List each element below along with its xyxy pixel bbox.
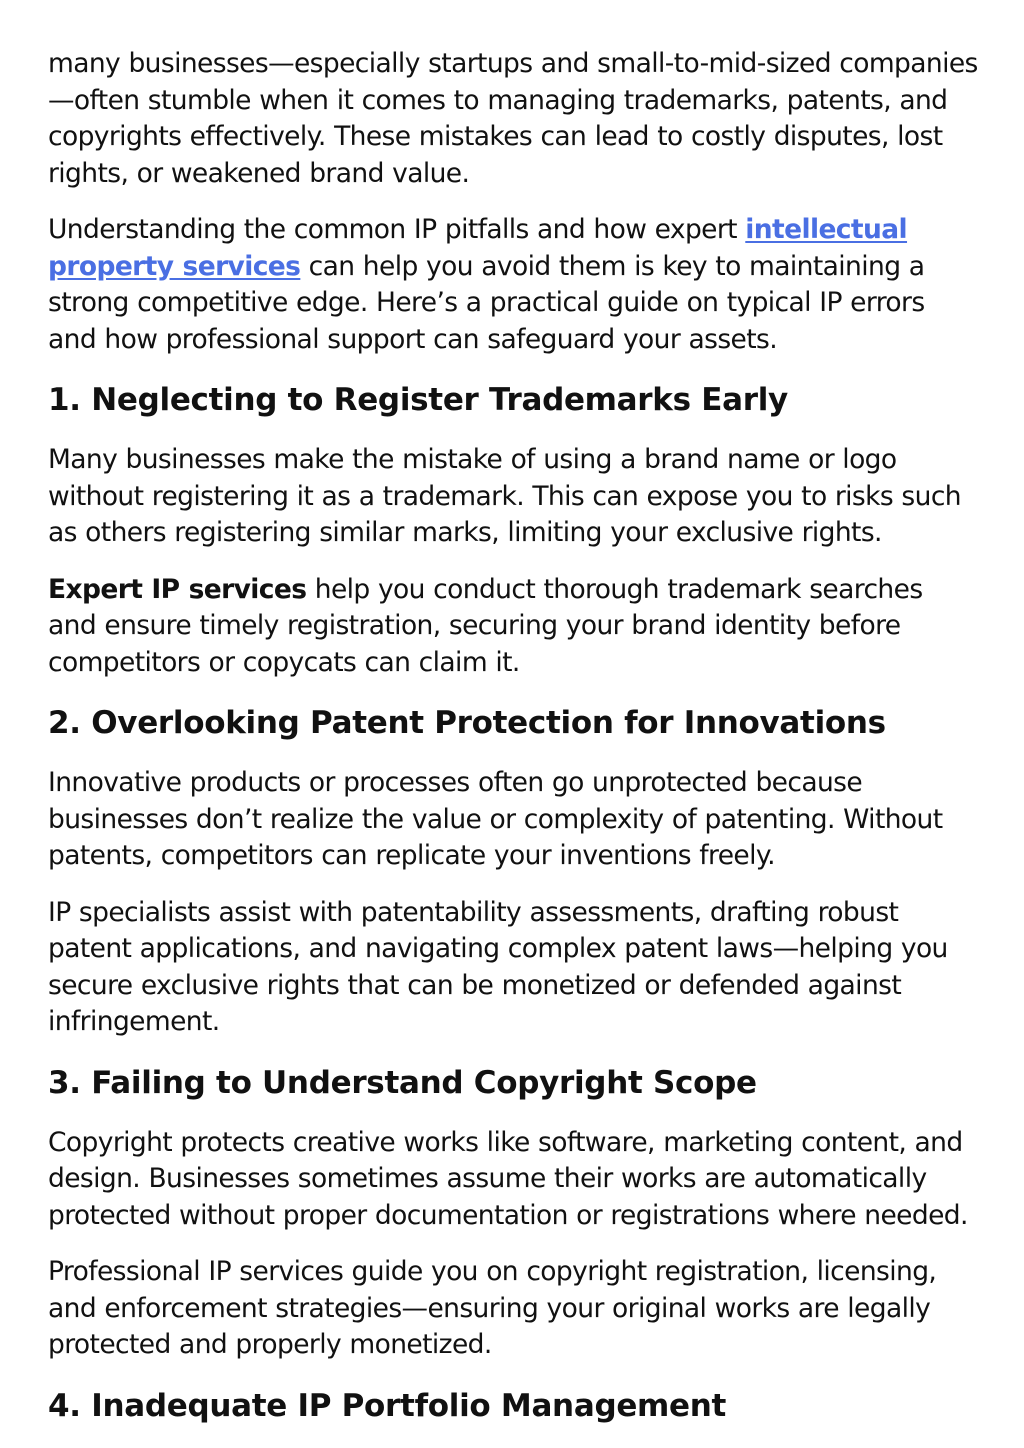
section-heading-copyright: 3. Failing to Understand Copyright Scope — [48, 1064, 757, 1101]
intro-text-before-link: Understanding the common IP pitfalls and how expert — [48, 214, 746, 245]
copyright-paragraph-2: Professional IP services guide you on copyright registration, licensing, and enforcement strategies—ensuring your original works are legally protected and properly monetized. — [48, 1256, 937, 1360]
trademarks-paragraph-2 — [48, 572, 978, 682]
section-heading-trademarks: 1. Neglecting to Register Trademarks Early — [48, 382, 788, 418]
trademarks-paragraph-2-rest: help you conduct thorough trademark searches and ensure timely registration, securing your brand identity before competitors or copycats can claim it. — [48, 573, 923, 678]
patents-paragraph-1: Innovative products or processes often go unprotected because businesses don’t realize the value or complexity of patenting. Without patents, competitors can replicate your inventions freely. — [48, 767, 943, 871]
intellectual-property-services-link[interactable]: intellectual property services — [48, 214, 908, 282]
document-page — [48, 46, 978, 1448]
intro-text-after-link: can help you avoid them is key to maintaining a strong competitive edge. Here’s a practical guide on typical IP errors and how professional support can safeguard your assets. — [48, 250, 925, 355]
copyright-paragraph-1: Copyright protects creative works like software, marketing content, and design. Businesses sometimes assume their works are automatically protected without proper documentation or registrations where needed. — [48, 1126, 968, 1231]
expert-ip-services-bold: Expert IP services — [48, 573, 307, 605]
section-heading-portfolio: 4. Inadequate IP Portfolio Management — [48, 1387, 727, 1424]
trademarks-paragraph-1: Many businesses make the mistake of using a brand name or logo without registering it as a trademark. This can expose you to risks such as others registering similar marks, limiting your exclusive rights. — [48, 444, 961, 548]
section-heading-patents: 2. Overlooking Patent Protection for Innovations — [48, 705, 886, 741]
intro-paragraph-1: many businesses—especially startups and small-to-mid-sized companies—often stumble when it comes to managing trademarks, patents, and copyrights effectively. These mistakes can lead to costly disputes, lost rights, or weakened brand value. — [48, 48, 978, 189]
intro-paragraph-2 — [48, 212, 978, 358]
patents-paragraph-2: IP specialists assist with patentability assessments, drafting robust patent applications, and navigating complex patent laws—helping you secure exclusive rights that can be monetized or defended against infringement. — [48, 896, 948, 1037]
